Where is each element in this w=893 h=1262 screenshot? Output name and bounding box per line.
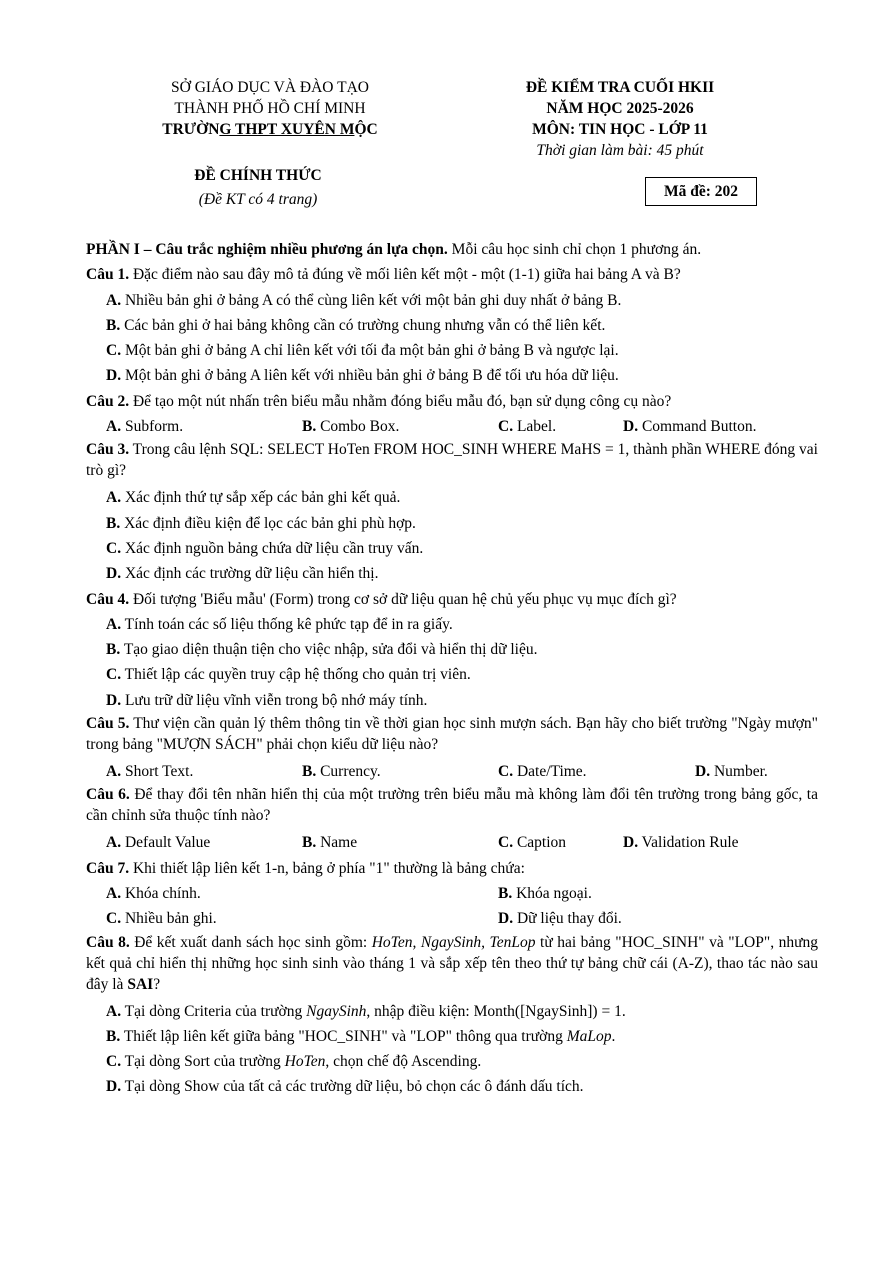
option-4c: C. Thiết lập các quyền truy cập hệ thống cho quản trị viên. [106, 666, 471, 684]
question-5: Câu 5. Thư viện cần quản lý thêm thông tin về thời gian học sinh mượn sách. Bạn hãy cho biết trường "Ngày mượn" trong bảng "MƯỢN SÁCH" phải chọn kiểu dữ liệu nào? [86, 715, 818, 754]
option-6a: A. Default Value [106, 834, 211, 852]
school-year: NĂM HỌC 2025-2026 [546, 100, 694, 117]
option-3b: B. Xác định điều kiện để lọc các bản ghi phù hợp. [106, 514, 416, 532]
option-8b: B. Thiết lập liên kết giữa bảng "HOC_SINH" và "LOP" thông qua trường MaLop. [106, 1027, 616, 1045]
department-name: SỞ GIÁO DỤC VÀ ĐÀO TẠO [171, 79, 369, 96]
option-8a: A. Tại dòng Criteria của trường NgaySinh, nhập điều kiện: Month([NgaySinh]) = 1. [106, 1002, 626, 1020]
option-4a: A. Tính toán các số liệu thống kê phức tạp để in ra giấy. [106, 615, 453, 633]
question-4: Câu 4. Đối tượng 'Biểu mẫu' (Form) trong cơ sở dữ liệu quan hệ chủ yếu phục vụ mục đích gì? [86, 590, 677, 608]
question-7: Câu 7. Khi thiết lập liên kết 1-n, bảng ở phía "1" thường là bảng chứa: [86, 859, 525, 877]
option-4d: D. Lưu trữ dữ liệu vĩnh viễn trong bộ nhớ máy tính. [106, 691, 428, 709]
option-2c: C. Label. [498, 418, 557, 436]
question-2: Câu 2. Để tạo một nút nhấn trên biểu mẫu nhằm đóng biểu mẫu đó, bạn sử dụng công cụ nào? [86, 392, 672, 410]
options-7-row2 [86, 906, 818, 931]
option-1c: C. Một bản ghi ở bảng A chỉ liên kết với tối đa một bản ghi ở bảng B và ngược lại. [106, 342, 619, 360]
option-5c: C. Date/Time. [498, 763, 587, 781]
exam-title: ĐỀ KIỂM TRA CUỐI HKII [525, 79, 715, 96]
school-header [100, 77, 440, 140]
question-8: Câu 8. Để kết xuất danh sách học sinh gồm: HoTen, NgaySinh, TenLop từ hai bảng "HOC_SINH" và "LOP", nhưng kết quả chỉ hiển thị những học sinh sinh vào tháng 1 và sắp xếp tên theo thứ tự bảng chữ cái (A-Z), thao tác nào sau đây là SAI? [86, 933, 818, 993]
official-label: ĐỀ CHÍNH THỨC [194, 167, 322, 184]
school-name: TRƯỜNG THPT XUYÊN MỘC [162, 121, 378, 138]
option-5a: A. Short Text. [106, 763, 194, 781]
time-limit: Thời gian làm bài: 45 phút [536, 142, 704, 159]
exam-content [86, 237, 818, 1100]
option-7d: D. Dữ liệu thay đổi. [498, 910, 622, 928]
options-5 [86, 759, 818, 784]
official-block [100, 164, 416, 212]
option-1b: B. Các bản ghi ở hai bảng không cần có trường chung nhưng vẫn có thể liên kết. [106, 316, 606, 334]
options-6 [86, 830, 818, 855]
option-7c: C. Nhiều bản ghi. [106, 910, 217, 928]
option-8d: D. Tại dòng Show của tất cả các trường dữ liệu, bỏ chọn các ô đánh dấu tích. [106, 1078, 584, 1096]
question-6: Câu 6. Để thay đổi tên nhãn hiển thị của một trường trên biểu mẫu mà không làm đổi tên trường trong bảng gốc, ta cần chỉnh sửa thuộc tính nào? [86, 786, 818, 825]
question-1: Câu 1. Đặc điểm nào sau đây mô tả đúng về mối liên kết một - một (1-1) giữa hai bảng A và B? [86, 266, 681, 284]
option-6d: D. Validation Rule [623, 834, 739, 852]
city-name: THÀNH PHỐ HỒ CHÍ MINH [174, 100, 366, 117]
question-3: Câu 3. Trong câu lệnh SQL: SELECT HoTen FROM HOC_SINH WHERE MaHS = 1, thành phần WHERE đóng vai trò gì? [86, 441, 818, 480]
option-3c: C. Xác định nguồn bảng chứa dữ liệu cần truy vấn. [106, 539, 424, 557]
pages-note: (Đề KT có 4 trang) [198, 191, 318, 208]
option-3d: D. Xác định các trường dữ liệu cần hiển thị. [106, 565, 379, 583]
option-5d: D. Number. [695, 763, 768, 781]
option-1a: A. Nhiều bản ghi ở bảng A có thể cùng liên kết với một bản ghi duy nhất ở bảng B. [106, 291, 622, 309]
option-3a: A. Xác định thứ tự sắp xếp các bản ghi kết quả. [106, 489, 401, 507]
options-7-row1 [86, 881, 818, 906]
exam-header [470, 77, 770, 161]
option-2a: A. Subform. [106, 418, 184, 436]
option-2d: D. Command Button. [623, 418, 757, 436]
exam-code-box: Mã đề: 202 [645, 177, 757, 206]
options-2 [86, 414, 818, 439]
option-7b: B. Khóa ngoại. [498, 884, 592, 902]
option-5b: B. Currency. [302, 763, 381, 781]
subject: MÔN: TIN HỌC - LỚP 11 [532, 121, 708, 138]
option-1d: D. Một bản ghi ở bảng A liên kết với nhiều bản ghi ở bảng B để tối ưu hóa dữ liệu. [106, 367, 619, 385]
option-7a: A. Khóa chính. [106, 884, 201, 902]
option-2b: B. Combo Box. [302, 418, 400, 436]
option-6b: B. Name [302, 834, 358, 852]
option-4b: B. Tạo giao diện thuận tiện cho việc nhập, sửa đổi và hiển thị dữ liệu. [106, 641, 538, 659]
part-heading: PHẦN I – Câu trắc nghiệm nhiều phương án lựa chọn. Mỗi câu học sinh chỉ chọn 1 phương án. [86, 241, 702, 258]
option-6c: C. Caption [498, 834, 567, 852]
option-8c: C. Tại dòng Sort của trường HoTen, chọn chế độ Ascending. [106, 1053, 482, 1071]
